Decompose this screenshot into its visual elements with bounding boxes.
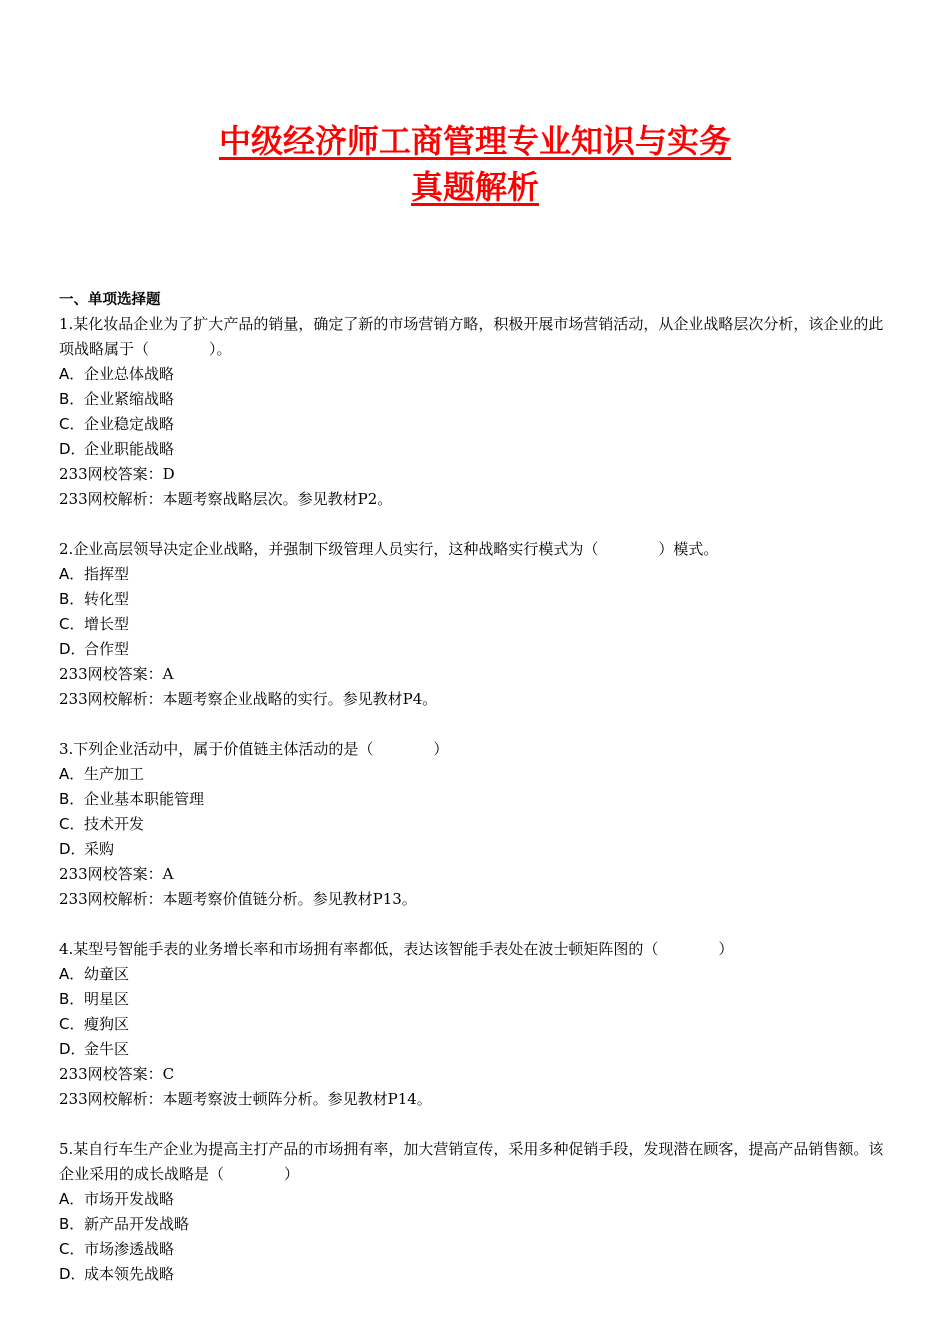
option-d [59,437,895,462]
answer-line: 233网校答案：C [59,1065,175,1083]
option-d [59,1037,895,1062]
option-text: 采购 [84,840,115,858]
option-c [59,412,895,437]
option-letter: A． [59,765,85,783]
option-text: 幼童区 [84,965,130,983]
option-text: 企业紧缩战略 [84,390,175,408]
option-c [59,612,895,637]
option-letter: D． [59,840,86,858]
question-3 [59,737,895,912]
question-stem: 1.某化妆品企业为了扩大产品的销量，确定了新的市场营销方略，积极开展市场营销活动，从企业战略层次分析，该企业的此项战略属于（ ）。 [59,315,884,358]
option-a [59,562,895,587]
option-b [59,387,895,412]
option-text: 企业基本职能管理 [84,790,205,808]
question-2 [59,537,895,712]
option-letter: B． [59,990,85,1008]
question-1 [59,312,895,512]
document-title [0,118,950,210]
option-d [59,637,895,662]
option-text: 市场开发战略 [84,1190,175,1208]
question-5 [59,1137,895,1287]
option-letter: D． [59,440,86,458]
option-text: 企业总体战略 [84,365,175,383]
option-letter: D． [59,1040,86,1058]
answer-line: 233网校答案：D [59,465,175,483]
option-letter: C． [59,815,85,833]
title-line-2: 真题解析 [410,168,539,206]
question-4 [59,937,895,1112]
analysis-line: 233网校解析：本题考察战略层次。参见教材P2。 [59,490,393,508]
option-text: 增长型 [84,615,130,633]
option-text: 技术开发 [84,815,145,833]
option-letter: A． [59,365,85,383]
option-letter: B． [59,1215,85,1233]
option-d [59,1262,895,1287]
option-text: 指挥型 [84,565,130,583]
answer-line: 233网校答案：A [59,865,174,883]
option-text: 成本领先战略 [84,1265,175,1283]
option-text: 企业职能战略 [84,440,175,458]
option-text: 生产加工 [84,765,145,783]
option-letter: A． [59,965,85,983]
option-letter: C． [59,415,85,433]
option-a [59,1187,895,1212]
option-letter: C． [59,615,85,633]
option-letter: C． [59,1015,85,1033]
option-a [59,962,895,987]
option-c [59,1012,895,1037]
option-letter: B． [59,390,85,408]
option-a [59,362,895,387]
section-heading: 一、单项选择题 [59,292,161,308]
option-c [59,812,895,837]
option-letter: C． [59,1240,85,1258]
option-letter: D． [59,1265,86,1283]
option-text: 新产品开发战略 [84,1215,190,1233]
option-b [59,987,895,1012]
question-stem: 5.某自行车生产企业为提高主打产品的市场拥有率，加大营销宣传，采用多种促销手段，发现潜在顾客，提高产品销售额。该企业采用的成长战略是（ ） [59,1140,884,1183]
option-b [59,587,895,612]
option-text: 转化型 [84,590,130,608]
option-text: 合作型 [84,640,130,658]
option-text: 市场渗透战略 [84,1240,175,1258]
question-stem: 2.企业高层领导决定企业战略，并强制下级管理人员实行，这种战略实行模式为（ ）模式。 [59,540,719,558]
question-stem: 3.下列企业活动中，属于价值链主体活动的是（ ） [59,740,449,758]
option-d [59,837,895,862]
option-c [59,1237,895,1262]
document-body [59,288,895,1312]
option-letter: B． [59,590,85,608]
option-text: 明星区 [84,990,130,1008]
question-stem: 4.某型号智能手表的业务增长率和市场拥有率都低，表达该智能手表处在波士顿矩阵图的（ ） [59,940,734,958]
option-b [59,1212,895,1237]
option-letter: B． [59,790,85,808]
option-text: 企业稳定战略 [84,415,175,433]
analysis-line: 233网校解析：本题考察波士顿阵分析。参见教材P14。 [59,1090,432,1108]
option-letter: A． [59,1190,85,1208]
answer-line: 233网校答案：A [59,665,174,683]
option-b [59,787,895,812]
option-text: 金牛区 [84,1040,130,1058]
analysis-line: 233网校解析：本题考察价值链分析。参见教材P13。 [59,890,417,908]
option-text: 瘦狗区 [84,1015,130,1033]
option-letter: D． [59,640,86,658]
option-letter: A． [59,565,85,583]
option-a [59,762,895,787]
title-line-1: 中级经济师工商管理专业知识与实务 [218,122,731,160]
analysis-line: 233网校解析：本题考察企业战略的实行。参见教材P4。 [59,690,438,708]
